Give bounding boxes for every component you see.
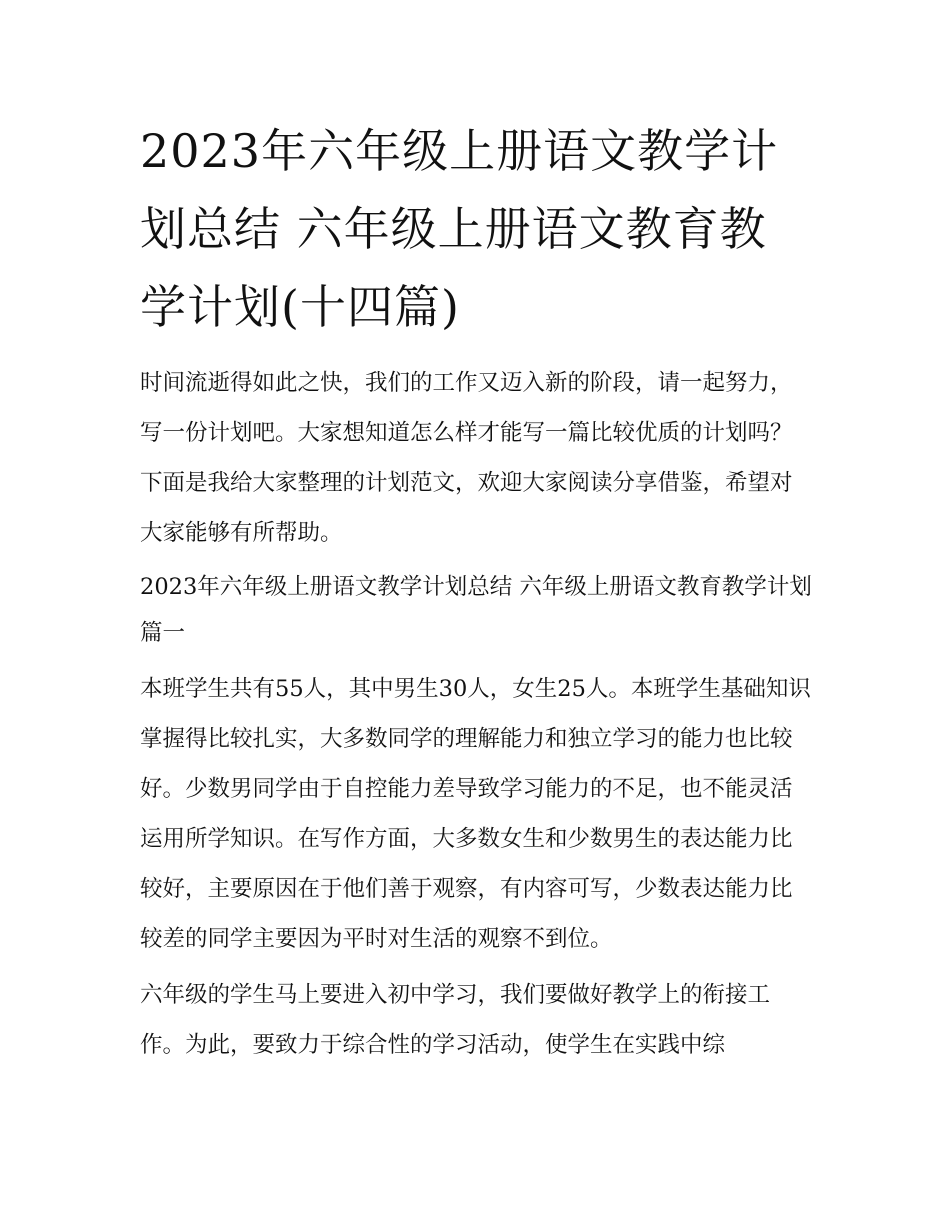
body-paragraph-class-overview: 本班学生共有55人，其中男生30人，女生25人。本班学生基础知识掌握得比较扎实，大多数同学的理解能力和独立学习的能力也比较好。少数男同学由于自控能力差导致学习能力的不足，也不能灵活运用所学知识。在写作方面，大多数女生和少数男生的表达能力比较好，主要原因在于他们善于观察，有内容可写，少数表达能力比较差的同学主要因为平时对生活的观察不到位。	[140, 676, 811, 952]
section-heading: 2023年六年级上册语文教学计划总结 六年级上册语文教育教学计划篇一	[140, 574, 812, 646]
document-title: 2023年六年级上册语文教学计划总结 六年级上册语文教育教学计划(十四篇)	[140, 124, 779, 334]
document-page	[140, 112, 812, 1076]
intro-paragraph: 时间流逝得如此之快，我们的工作又迈入新的阶段，请一起努力，写一份计划吧。大家想知道怎么样才能写一篇比较优质的计划吗？下面是我给大家整理的计划范文，欢迎大家阅读分享借鉴，希望对大家能够有所帮助。	[140, 370, 793, 546]
body-paragraph-transition: 六年级的学生马上要进入初中学习，我们要做好教学上的衔接工作。为此，要致力于综合性的学习活动，使学生在实践中综	[140, 982, 771, 1058]
